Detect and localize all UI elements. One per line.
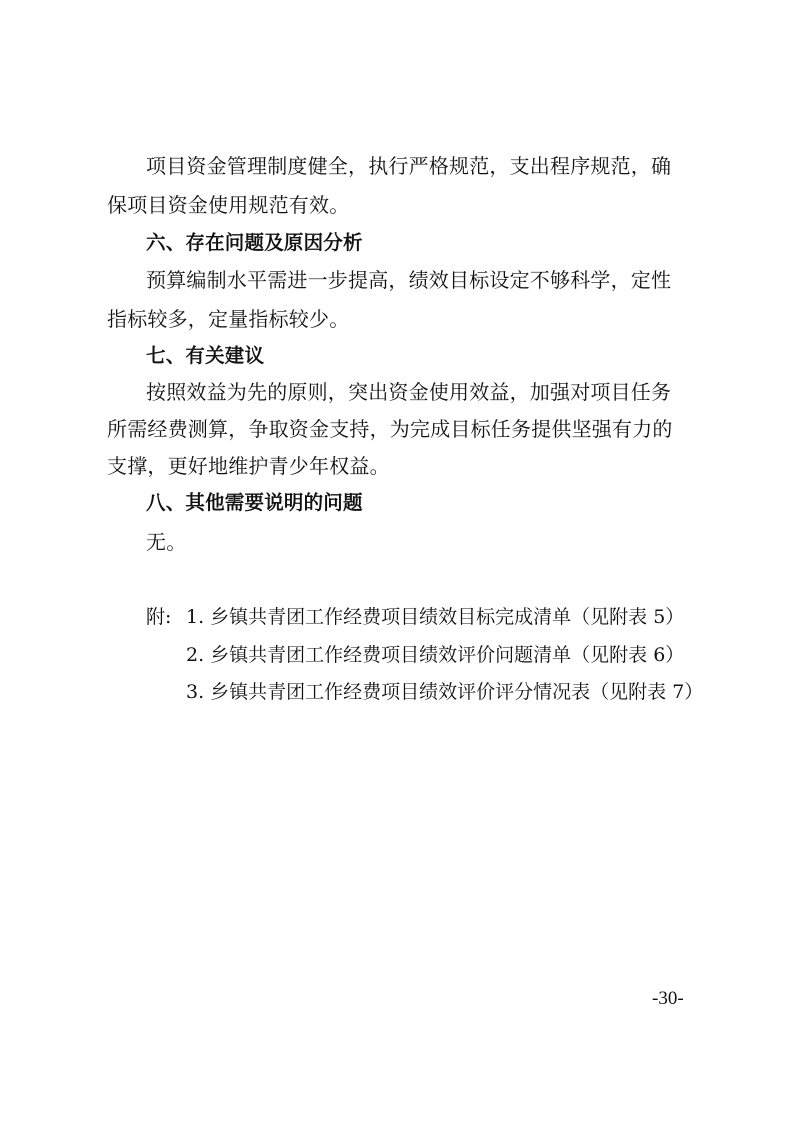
section-heading-6: 六、存在问题及原因分析: [146, 231, 363, 254]
paragraph-line: 所需经费测算，争取资金支持，为完成目标任务提供坚强有力的: [107, 417, 673, 441]
attachment-item: 1. 乡镇共青团工作经费项目绩效目标完成清单（见附表 5）: [186, 606, 685, 628]
paragraph-line: 支撑，更好地维护青少年权益。: [107, 454, 390, 478]
section-heading-8: 八、其他需要说明的问题: [146, 491, 363, 514]
page-number: -30-: [652, 988, 684, 1009]
paragraph-line: 预算编制水平需进一步提高，绩效目标设定不够科学，定性: [146, 268, 672, 292]
attachment-item: 2. 乡镇共青团工作经费项目绩效评价问题清单（见附表 6）: [186, 644, 685, 666]
paragraph-line: 指标较多，定量指标较少。: [107, 307, 350, 331]
paragraph-line: 保项目资金使用规范有效。: [107, 193, 350, 217]
paragraph-line: 项目资金管理制度健全，执行严格规范，支出程序规范，确: [146, 154, 672, 178]
section-heading-7: 七、有关建议: [146, 344, 265, 367]
paragraph-line: 按照效益为先的原则，突出资金使用效益，加强对项目任务: [146, 380, 672, 404]
attachment-item: 3. 乡镇共青团工作经费项目绩效评价评分情况表（见附表 7）: [186, 681, 704, 703]
paragraph-line: 无。: [146, 530, 187, 554]
attachments-label: 附:: [146, 606, 172, 628]
